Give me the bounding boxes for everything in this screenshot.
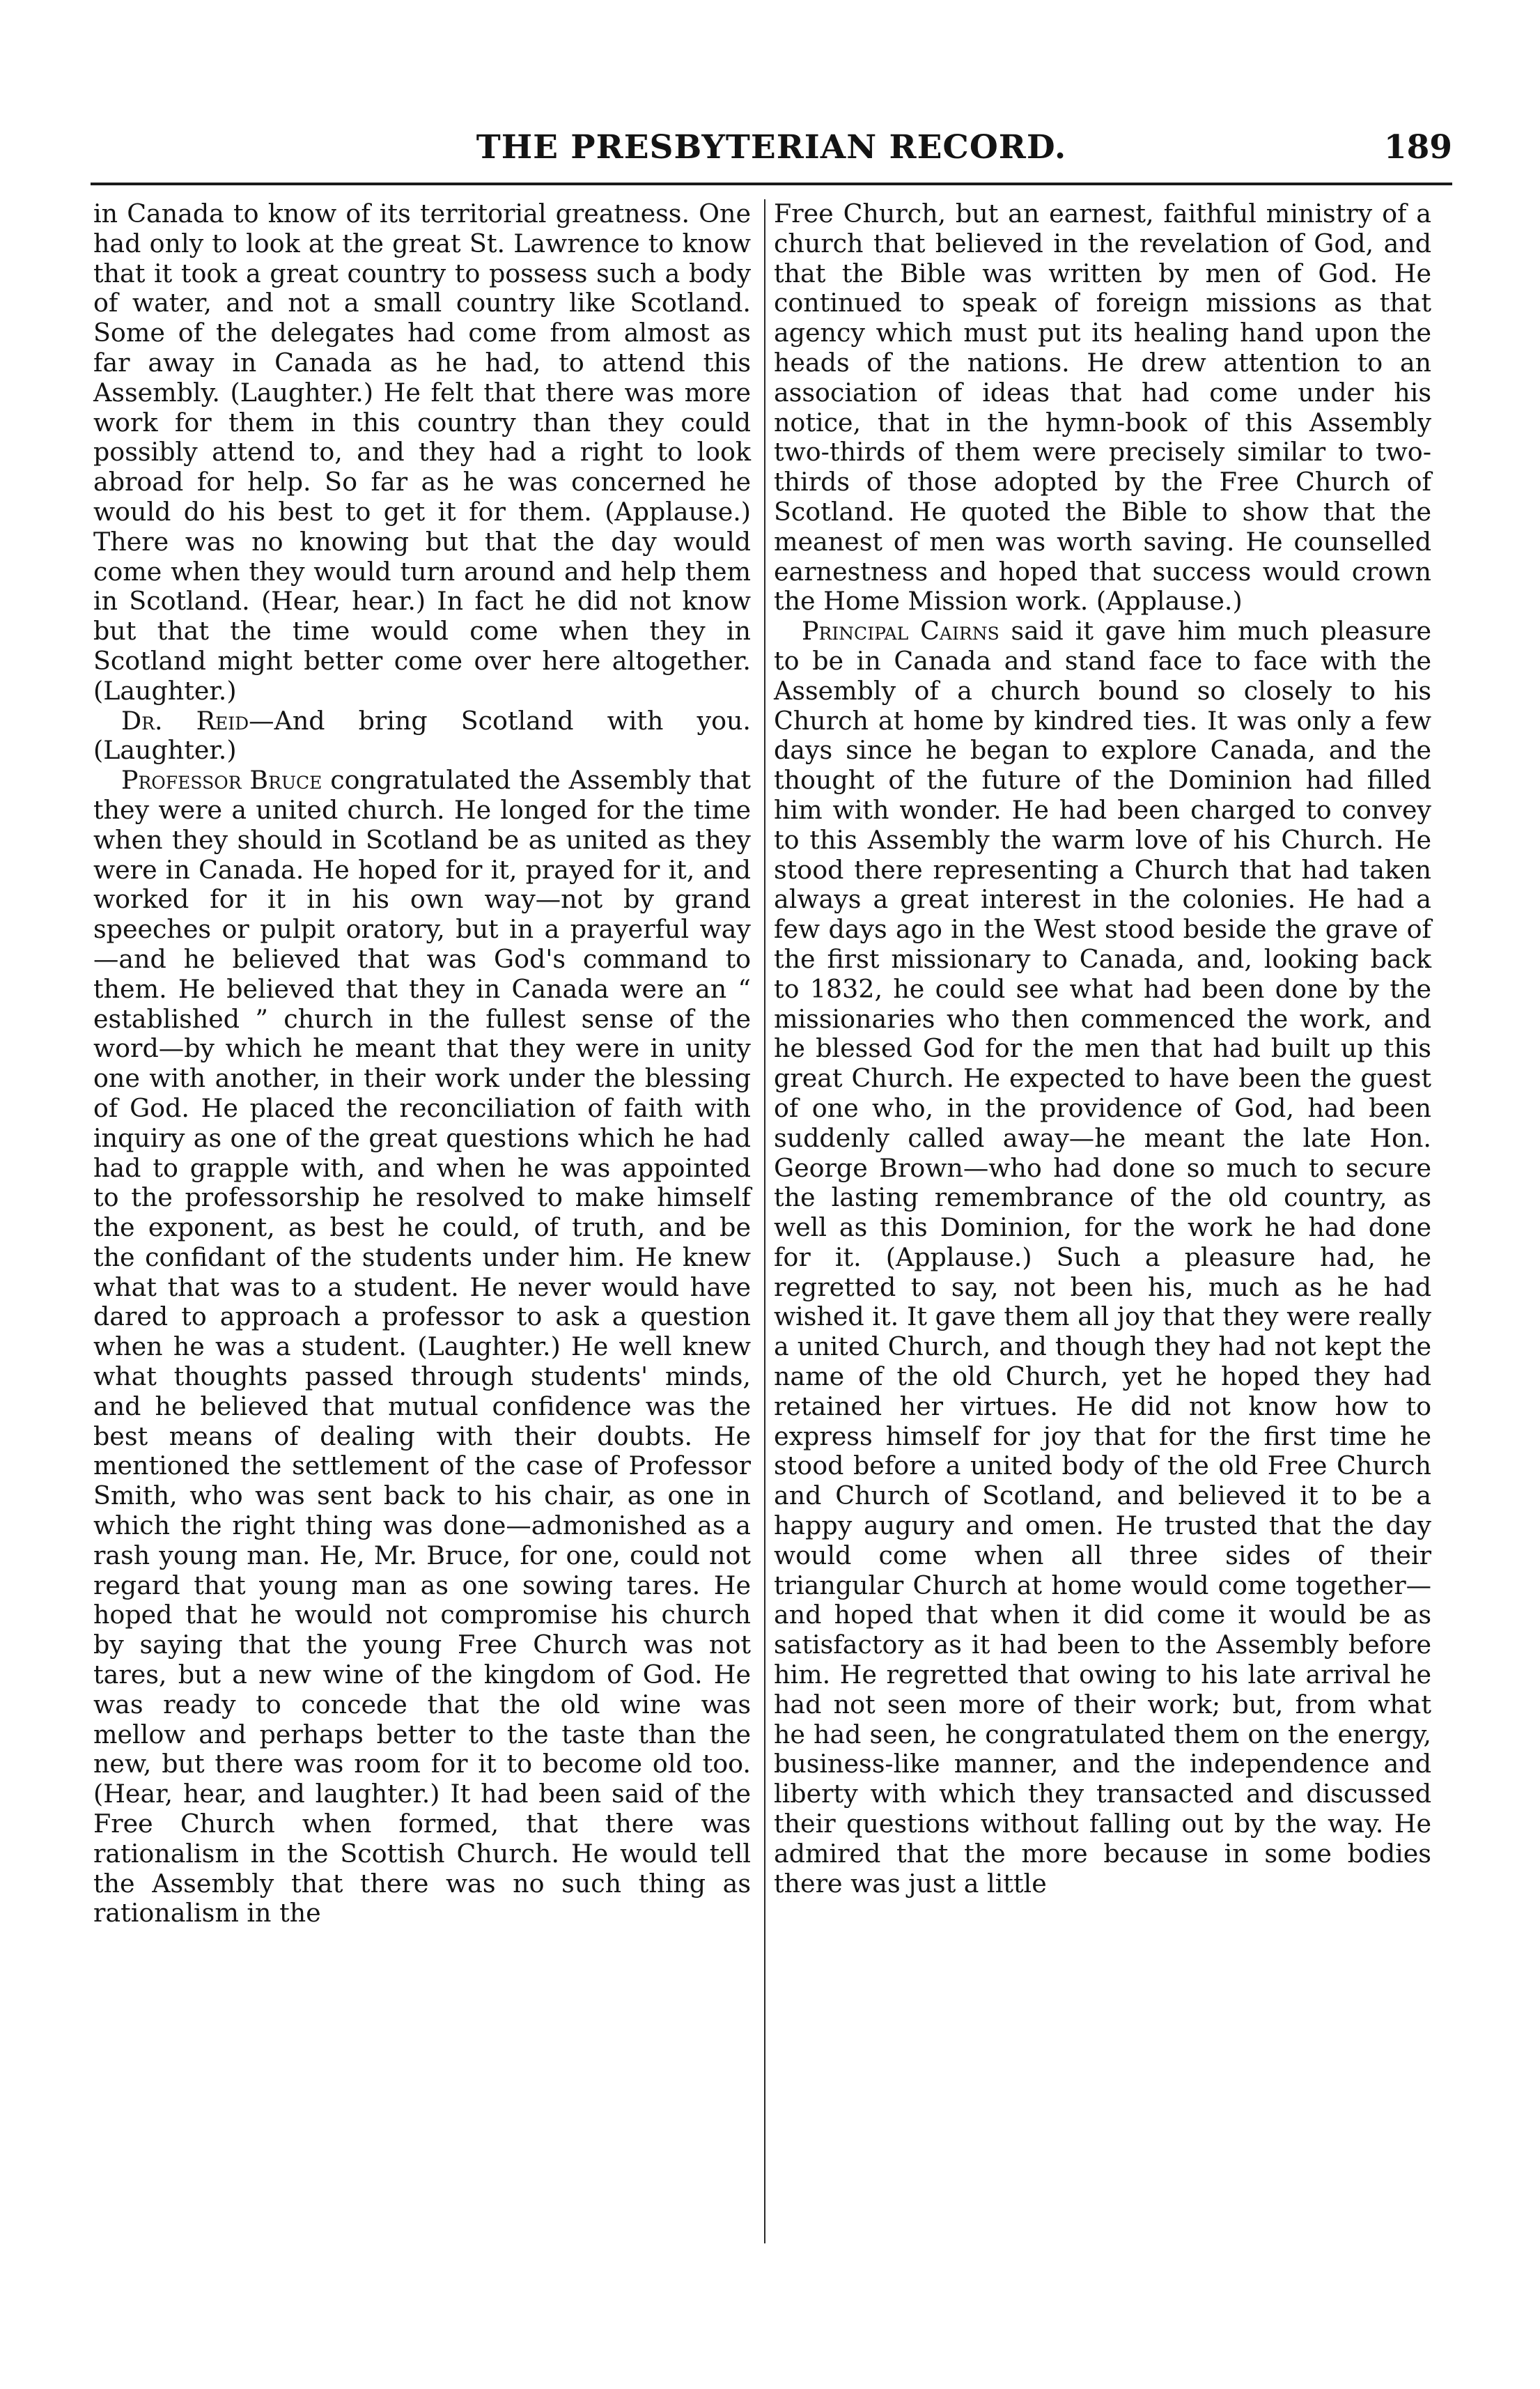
speaker-name: Principal Cairns: [802, 616, 1000, 647]
left-paragraph-1: in Canada to know of its territorial greatness. One had only to look at the great St. Lawrence to know that it took a great country to possess such a body of water, and not a small country like Scotland. Some of the delegates had come from almost as far away in Canada as he had, to attend this Assembly. (Laughter.) He felt that there was more work for them in this country than they could possibly attend to, and they had a right to look abroad for help. So far as he was concerned he would do his best to get it for them. (Applause.) There was no knowing but that the day would come when they would turn around and help them in Scotland. (Hear, hear.) In fact he did not know but that the time would come when they in Scotland might better come over here altogether. (Laughter.): [93, 199, 751, 706]
left-paragraph-3: [93, 766, 751, 1928]
left-paragraph-2: [93, 706, 751, 766]
right-paragraph-1: Free Church, but an earnest, faithful ministry of a church that believed in the revelation of God, and that the Bible was written by men of God. He continued to speak of foreign missions as that agency which must put its healing hand upon the heads of the nations. He drew attention to an association of ideas that had come under his notice, that in the hymn-book of this Assembly two-thirds of them were precisely similar to two-thirds of those adopted by the Free Church of Scotland. He quoted the Bible to show that the meanest of men was worth saving. He counselled earnestness and hoped that success would crown the Home Mission work. (Applause.): [774, 199, 1431, 617]
right-column: [774, 199, 1431, 1899]
column-divider: [764, 199, 765, 2243]
right-paragraph-2: [774, 617, 1431, 1899]
speaker-name: Professor Bruce: [121, 765, 322, 796]
page-header: [91, 127, 1452, 190]
paragraph-text: congratulated the Assembly that they were a united church. He longed for the time when they should in Scotland be as united as they were in Canada. He hoped for it, prayed for it, and worked for it in his own way—not by grand speeches or pulpit oratory, but in a prayerful way—and he believed that was God's command to them. He believed that they in Canada were an “ established ” church in the fullest sense of the word—by which he meant that they were in unity one with another, in their work under the blessing of God. He placed the reconciliation of faith with inquiry as one of the great questions which he had had to grapple with, and when he was appointed to the professorship he resolved to make himself the exponent, as best he could, of truth, and be the confidant of the students under him. He knew what that was to a student. He never would have dared to approach a professor to ask a question when he was a student. (Laughter.) He well knew what thoughts passed through students' minds, and he believed that mutual confidence was the best means of dealing with their doubts. He mentioned the settlement of the case of Professor Smith, who was sent back to his chair, as one in which the right thing was done—admonished as a rash young man. He, Mr. Bruce, for one, could not regard that young man as one sowing tares. He hoped that he would not compromise his church by saying that the young Free Church was not tares, but a new wine of the kingdom of God. He was ready to concede that the old wine was mellow and perhaps better to the taste than the new, but there was room for it to become old too. (Hear, hear, and laughter.) It had been said of the Free Church when formed, that there was rationalism in the Scottish Church. He would tell the Assembly that there was no such thing as rationalism in the: [93, 765, 751, 1928]
left-column: [93, 199, 751, 1928]
paragraph-text: said it gave him much pleasure to be in Canada and stand face to face with the Assembly of a church bound so closely to his Church at home by kindred ties. It was only a few days since he began to explore Canada, and the thought of the future of the Dominion had filled him with wonder. He had been charged to convey to this Assembly the warm love of his Church. He stood there representing a Church that had taken always a great interest in the colonies. He had a few days ago in the West stood beside the grave of the first missionary to Canada, and, looking back to 1832, he could see what had been done by the missionaries who then commenced the work, and he blessed God for the men that had built up this great Church. He expected to have been the guest of one who, in the providence of God, had been suddenly called away—he meant the late Hon. George Brown—who had done so much to secure the lasting remembrance of the old country, as well as this Dominion, for the work he had done for it. (Applause.) Such a pleasure had, he regretted to say, not been his, much as he had wished it. It gave them all joy that they were really a united Church, and though they had not kept the name of the old Church, yet he hoped they had retained her virtues. He did not know how to express himself for joy that for the first time he stood before a united body of the old Free Church and Church of Scotland, and believed it to be a happy augury and omen. He trusted that the day would come when all three sides of their triangular Church at home would come together—and hoped that when it did come it would be as satisfactory as it had been to the Assembly before him. He regretted that owing to his late arrival he had not seen more of their work; but, from what he had seen, he congratulated them on the energy, business-like manner, and the independence and liberty with which they transacted and discussed their questions without falling out by the way. He admired that the more because in some bodies there was just a little: [774, 616, 1431, 1899]
page-number: 189: [1383, 128, 1452, 167]
speaker-name: Dr. Reid: [121, 705, 249, 736]
paragraph-text: —And bring Scotland with you. (Laughter.): [93, 705, 751, 766]
header-rule: [91, 183, 1452, 185]
running-title: THE PRESBYTERIAN RECORD.: [476, 128, 1067, 167]
